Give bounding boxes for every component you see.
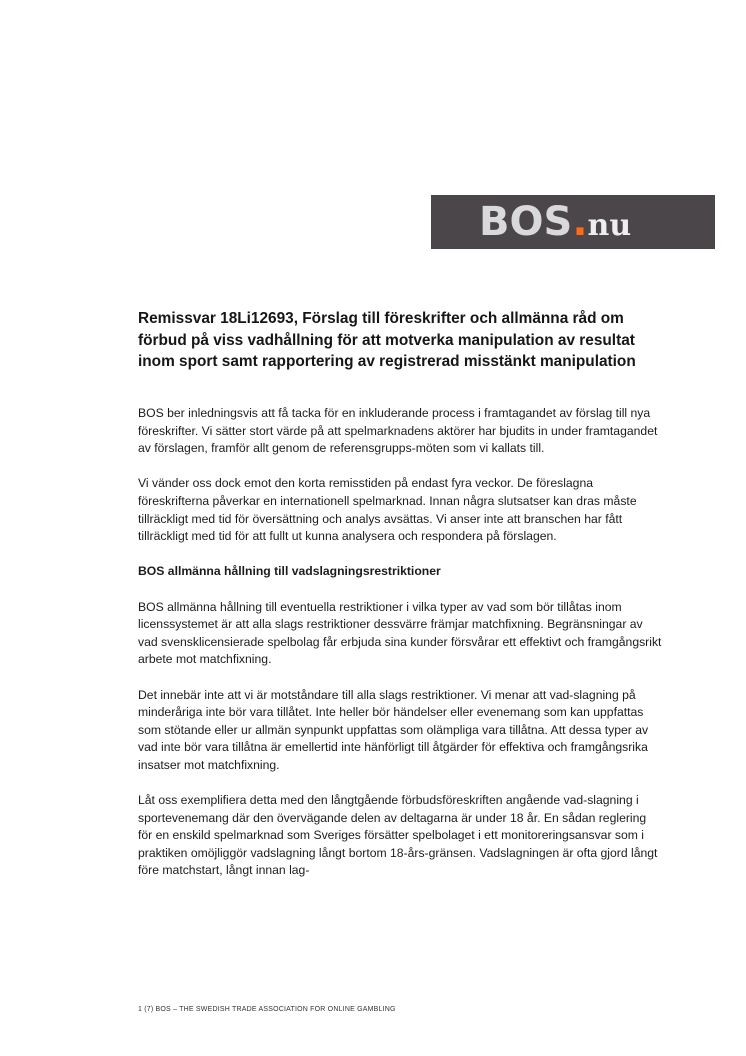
section-heading: BOS allmänna hållning till vadslagningsrestriktioner (138, 564, 441, 579)
logo (431, 195, 715, 249)
paragraph: Låt oss exemplifiera detta med den långtgående förbudsföreskriften angående vad-slagning i sportevenemang där den övervägande delen av deltagarna är under 18 år. En sådan reglering för en enskild spelmarknad som Sveriges försätter spelbolaget i ett monitoreringsansvar som i praktiken omöjliggör vadslagning långt bortom 18-års-gränsen. Vadslagningen är ofta gjord långt före matchstart, långt innan lag- (138, 793, 658, 878)
logo-main: BOS (479, 199, 573, 245)
document-body (138, 405, 663, 898)
logo-suffix: nu (587, 208, 632, 243)
paragraph: Vi vänder oss dock emot den korta remisstiden på endast fyra veckor. De föreslagna föreskrifterna påverkar en internationell spelmarknad. Innan några slutsatser kan dras måste tillräckligt med tid för översättning och analys avsättas. Vi anser inte att branschen har fått tillräckligt med tid för att fullt ut kunna analysera och respondera på förslagen. (138, 476, 637, 544)
logo-text (479, 199, 631, 249)
paragraph: BOS allmänna hållning till eventuella restriktioner i vilka typer av vad som bör tillåtas inom licenssystemet är att alla slags restriktioner dessvärre främjar matchfixning. Begränsningar av vad svensklicensierade spelbolag får erbjuda sina kunder försvårar ett effektivt och framgångsrikt arbete mot matchfixning. (138, 599, 662, 667)
document-title: Remissvar 18Li12693, Förslag till föreskrifter och allmänna råd om förbud på viss vadhållning för att motverka manipulation av resultat inom sport samt rapportering av registrerad misstänkt manipulation (138, 310, 636, 370)
logo-dot: . (572, 199, 588, 245)
paragraph: Det innebär inte att vi är motståndare till alla slags restriktioner. Vi menar att vad-slagning på minderåriga inte bör vara tillåtet. Inte heller bör händelser eller evenemang som kan uppfattas som stötande eller ur allmän synpunkt uppfattas som olämpliga vara tillåtna. Att dessa typer av vad inte bör vara tillåtna är emellertid inte hänförligt till åtgärder för effektiva och framgångsrika insatser mot matchfixning. (138, 687, 649, 772)
paragraph: BOS ber inledningsvis att få tacka för en inkluderande process i framtagandet av förslag till nya föreskrifter. Vi sätter stort värde på att spelmarknadens aktörer har bjudits in under framtagandet av förslagen, framför allt genom de referensgrupps-möten som vi kallats till. (138, 406, 658, 456)
page-footer: 1 (7) BOS – THE SWEDISH TRADE ASSOCIATION FOR ONLINE GAMBLING (138, 1006, 396, 1013)
